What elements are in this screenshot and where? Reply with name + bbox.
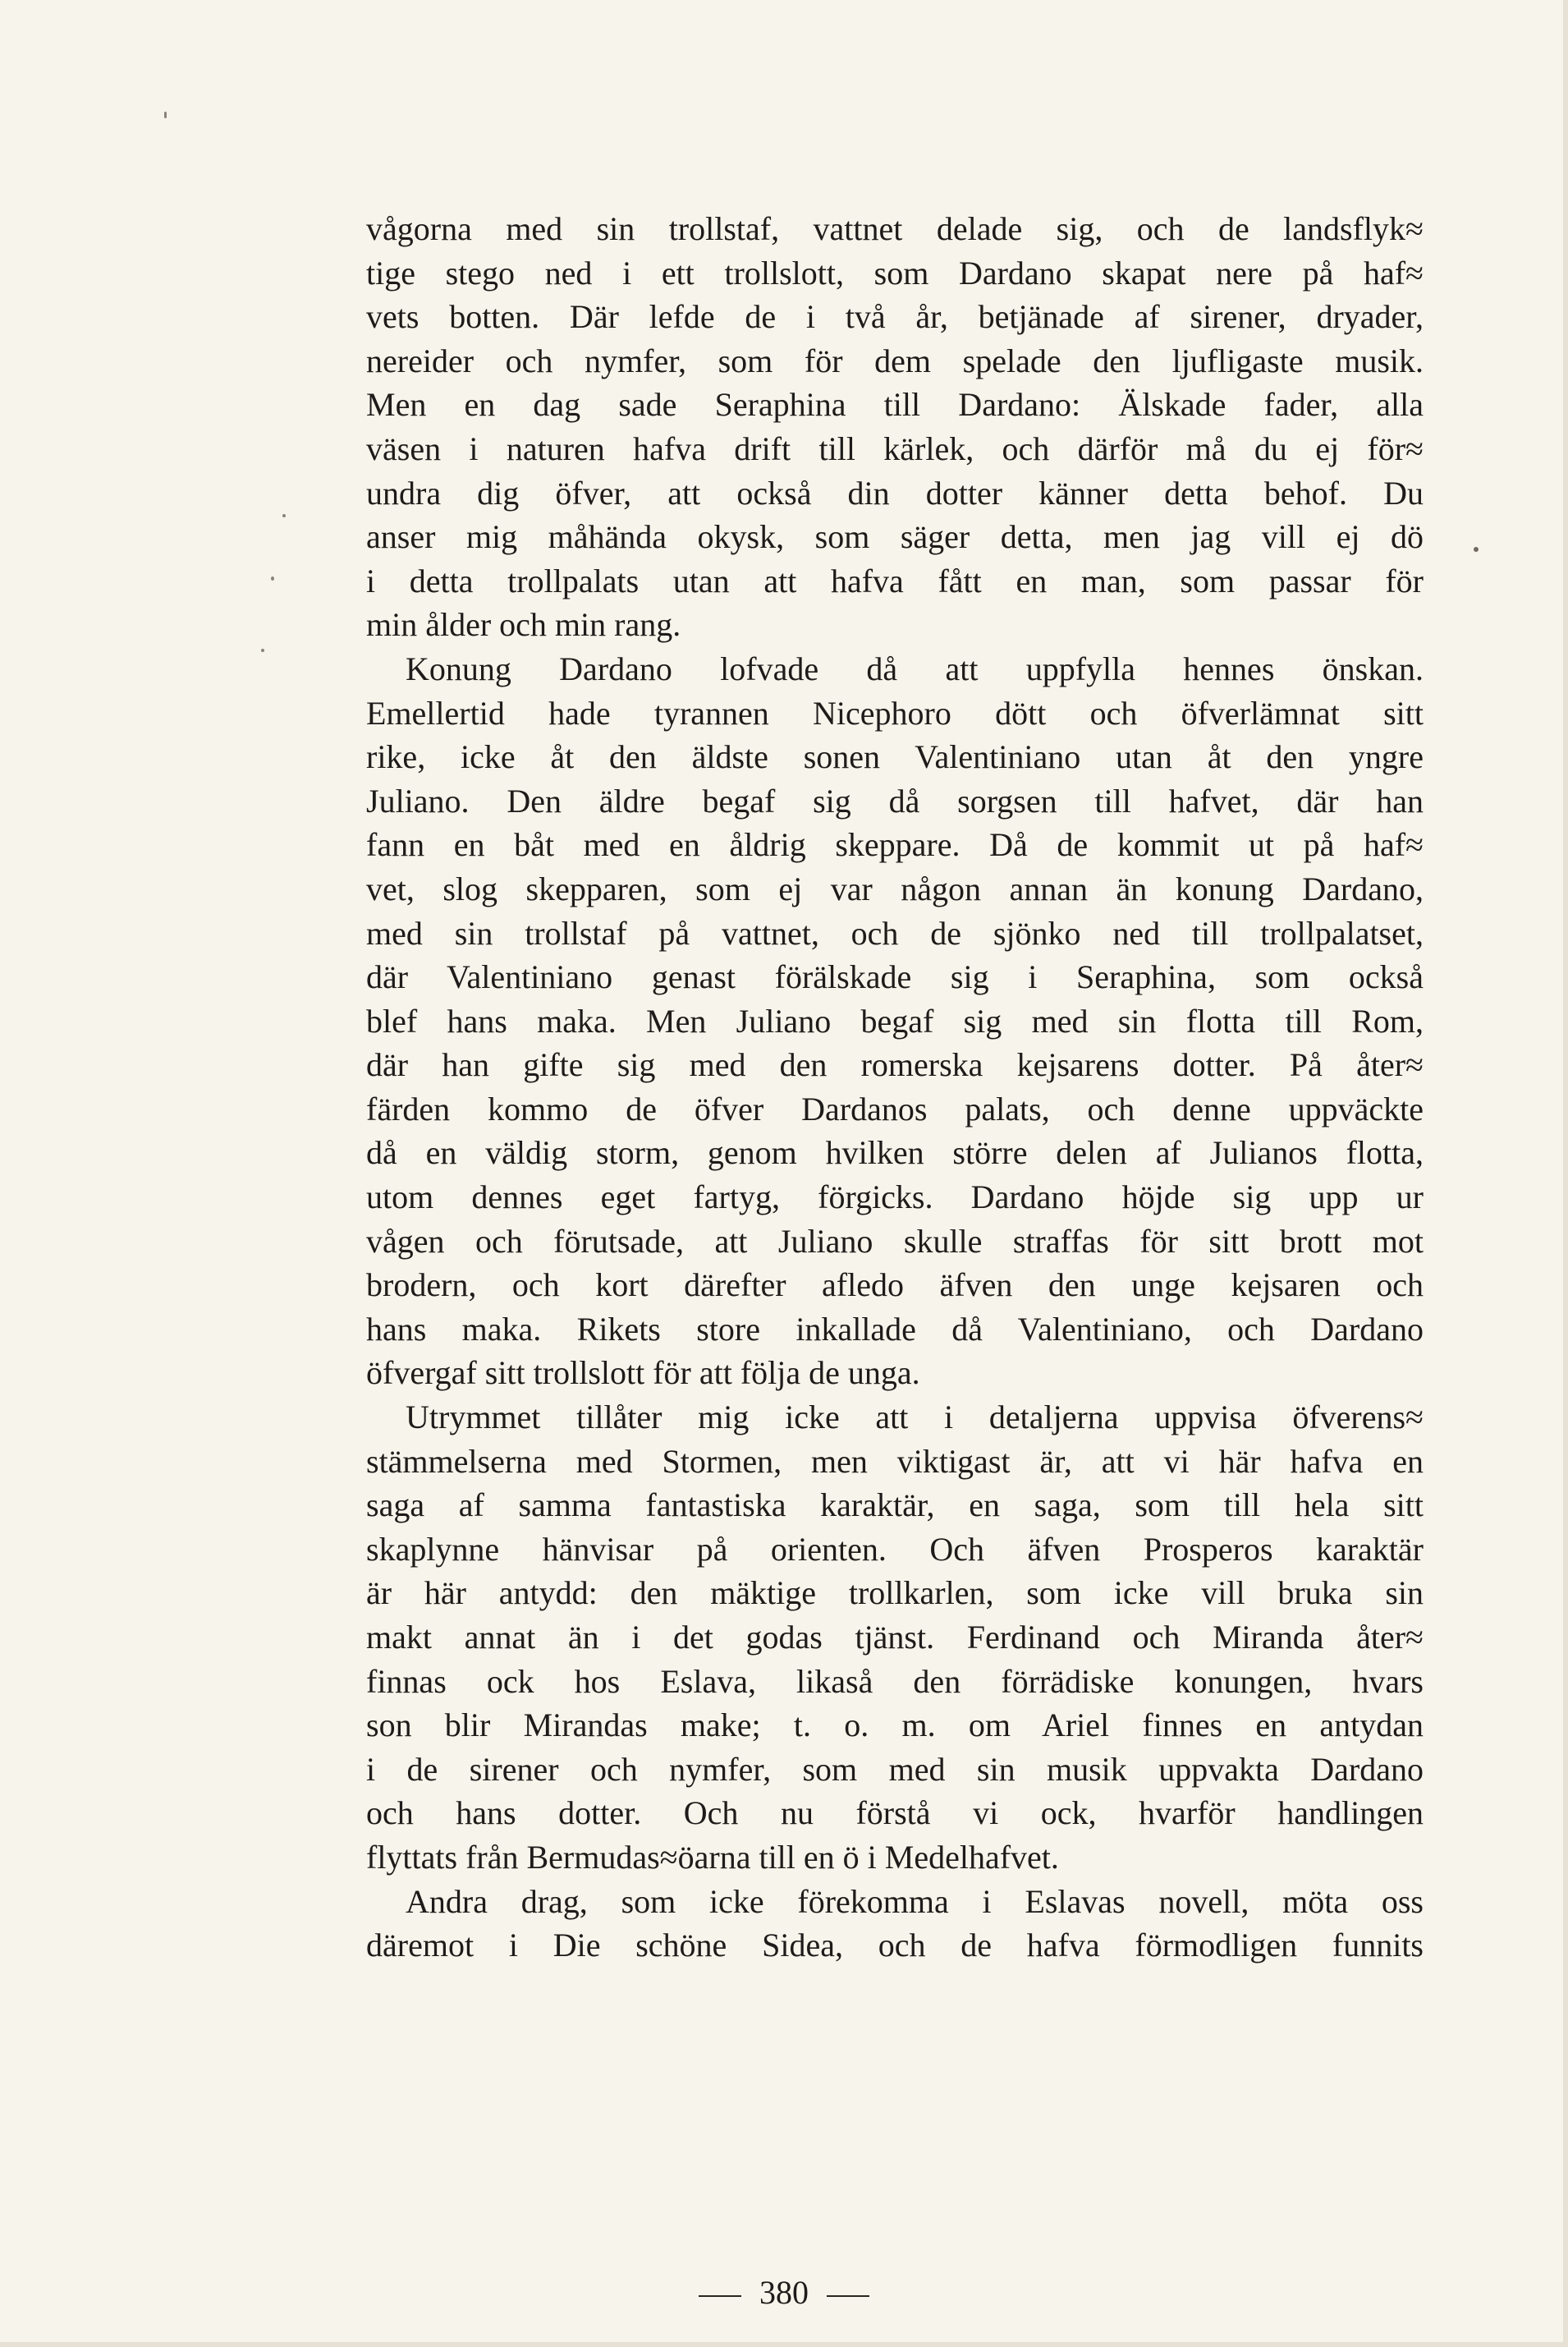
folio-dash-left [699, 2295, 741, 2297]
page-number: 380 [759, 2274, 809, 2311]
text-line: vågen och förutsade, att Juliano skulle straffas för sitt brott mot [366, 1222, 1424, 1260]
text-line: utom dennes eget fartyg, förgicks. Dardano höjde sig upp ur [366, 1178, 1424, 1216]
text-line: Emellertid hade tyrannen Nicephoro dött och öfverlämnat sitt [366, 694, 1424, 732]
text-line: saga af samma fantastiska karaktär, en saga, som till hela sitt [366, 1486, 1424, 1524]
text-line: fann en båt med en åldrig skeppare. Då de kommit ut på haf≈ [366, 826, 1424, 864]
text-line: i de sirener och nymfer, som med sin musik uppvakta Dardano [366, 1750, 1424, 1788]
text-line: nereider och nymfer, som för dem spelade den ljufligaste musik. [366, 342, 1424, 379]
text-line: makt annat än i det godas tjänst. Ferdinand och Miranda åter≈ [366, 1619, 1424, 1656]
paper-speck [1474, 547, 1479, 552]
text-line: rike, icke åt den äldste sonen Valentiniano utan åt den yngre [366, 738, 1424, 776]
text-line: anser mig måhända okysk, som säger detta, men jag vill ej dö [366, 518, 1424, 556]
text-line: i detta trollpalats utan att hafva fått en man, som passar för [366, 562, 1424, 599]
body-text [366, 207, 1424, 1968]
text-line: Men en dag sade Seraphina till Dardano: Älskade fader, alla [366, 386, 1424, 424]
text-line: Utrymmet tillåter mig icke att i detaljerna uppvisa öfverens≈ [406, 1399, 1424, 1436]
text-line: flyttats från Bermudas≈öarna till en ö i Medelhafvet. [366, 1838, 1059, 1876]
text-line: färden kommo de öfver Dardanos palats, och denne uppväckte [366, 1090, 1424, 1128]
text-line: väsen i naturen hafva drift till kärlek, och därför må du ej för≈ [366, 429, 1424, 467]
text-line: min ålder och min rang. [366, 606, 681, 644]
folio-dash-right [827, 2295, 869, 2297]
text-line: där Valentiniano genast förälskade sig i Seraphina, som också [366, 958, 1424, 996]
text-line: däremot i Die schöne Sidea, och de hafva förmodligen funnits [366, 1927, 1424, 1964]
text-line: finnas ock hos Eslava, likaså den förrädiske konungen, hvars [366, 1662, 1424, 1700]
text-line: blef hans maka. Men Juliano begaf sig med sin flotta till Rom, [366, 1002, 1424, 1040]
paper-speck [164, 112, 167, 118]
text-line: vet, slog skepparen, som ej var någon annan än konung Dardano, [366, 870, 1424, 907]
text-line: och hans dotter. Och nu förstå vi ock, hvarför handlingen [366, 1794, 1424, 1832]
page-footer [0, 2273, 1568, 2312]
text-line: son blir Mirandas make; t. o. m. om Ariel finnes en antydan [366, 1706, 1424, 1744]
text-line: undra dig öfver, att också din dotter känner detta behof. Du [366, 474, 1424, 512]
text-line: öfvergaf sitt trollslott för att följa de unga. [366, 1354, 920, 1392]
text-line: Andra drag, som icke förekomma i Eslavas novell, möta oss [406, 1882, 1424, 1920]
text-line: tige stego ned i ett trollslott, som Dardano skapat nere på haf≈ [366, 254, 1424, 292]
text-line: är här antydd: den mäktige trollkarlen, som icke vill bruka sin [366, 1574, 1424, 1612]
text-line: Juliano. Den äldre begaf sig då sorgsen till hafvet, där han [366, 782, 1424, 820]
text-line: vets botten. Där lefde de i två år, betjänade af sirener, dryader, [366, 298, 1424, 336]
text-line: brodern, och kort därefter afledo äfven den unge kejsaren och [366, 1266, 1424, 1304]
paper-speck [261, 649, 264, 652]
text-line: där han gifte sig med den romerska kejsarens dotter. På åter≈ [366, 1046, 1424, 1084]
paper-speck [271, 576, 274, 581]
text-line: stämmelserna med Stormen, men viktigast är, att vi här hafva en [366, 1442, 1424, 1480]
paper-speck [282, 514, 286, 517]
text-line: skaplynne hänvisar på orienten. Och äfven Prosperos karaktär [366, 1530, 1424, 1568]
text-line: Konung Dardano lofvade då att uppfylla hennes önskan. [406, 650, 1424, 687]
text-line: hans maka. Rikets store inkallade då Valentiniano, och Dardano [366, 1310, 1424, 1348]
text-line: då en väldig storm, genom hvilken större delen af Julianos flotta, [366, 1134, 1424, 1172]
text-line: med sin trollstaf på vattnet, och de sjönko ned till trollpalatset, [366, 914, 1424, 952]
text-line: vågorna med sin trollstaf, vattnet delade sig, och de landsflyk≈ [366, 210, 1424, 247]
